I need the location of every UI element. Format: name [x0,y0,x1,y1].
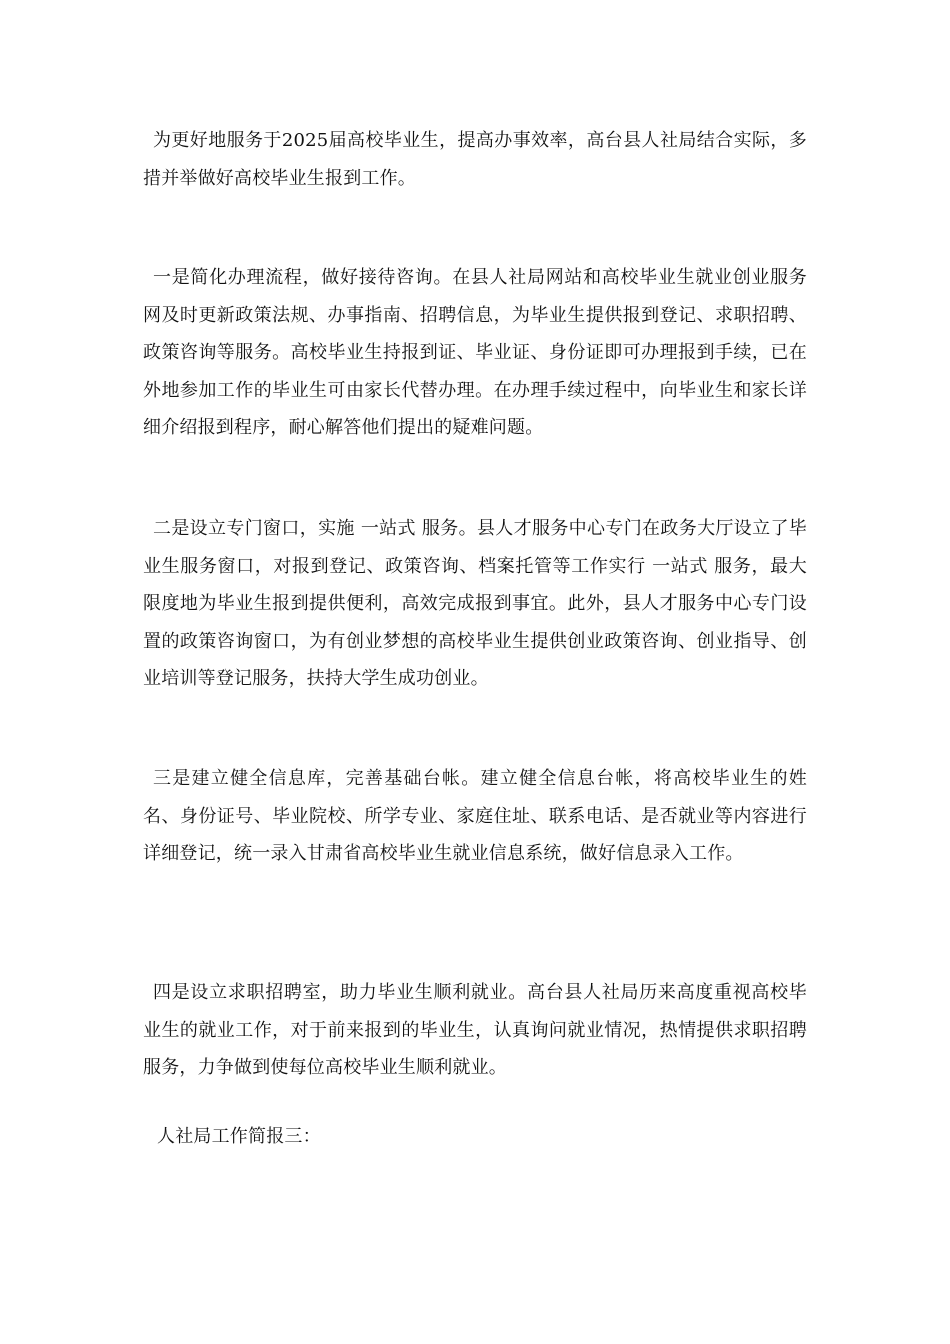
paragraph-measure-two: 二是设立专门窗口，实施 一站式 服务。县人才服务中心专门在政务大厅设立了毕业生服务窗口，对报到登记、政策咨询、档案托管等工作实行 一站式 服务，最大限度地为毕业生报到提供便利，高效完成报到事宜。此外，县人才服务中心专门设置的政策咨询窗口，为有创业梦想的高校毕业生提供创业政策咨询、创业指导、创业培训等登记服务，扶持大学生成功创业。 [143,518,807,689]
paragraph-measure-one: 一是简化办理流程，做好接待咨询。在县人社局网站和高校毕业生就业创业服务网及时更新政策法规、办事指南、招聘信息，为毕业生提供报到登记、求职招聘、政策咨询等服务。高校毕业生持报到证、毕业证、身份证即可办理报到手续，已在外地参加工作的毕业生可由家长代替办理。在办理手续过程中，向毕业生和家长详细介绍报到程序，耐心解答他们提出的疑难问题。 [143,267,807,438]
section-heading-briefing-three: 人社局工作简报三： [157,1126,321,1147]
paragraph-measure-four: 四是设立求职招聘室，助力毕业生顺利就业。高台县人社局历来高度重视高校毕业生的就业工作，对于前来报到的毕业生，认真询问就业情况，热情提供求职招聘服务，力争做到使每位高校毕业生顺利就业。 [143,982,807,1078]
paragraph-measure-three: 三是建立健全信息库，完善基础台帐。建立健全信息台帐，将高校毕业生的姓名、身份证号、毕业院校、所学专业、家庭住址、联系电话、是否就业等内容进行详细登记，统一录入甘肃省高校毕业生就业信息系统，做好信息录入工作。 [143,768,807,864]
paragraph-intro: 为更好地服务于2025届高校毕业生，提高办事效率，高台县人社局结合实际，多措并举做好高校毕业生报到工作。 [143,130,807,189]
